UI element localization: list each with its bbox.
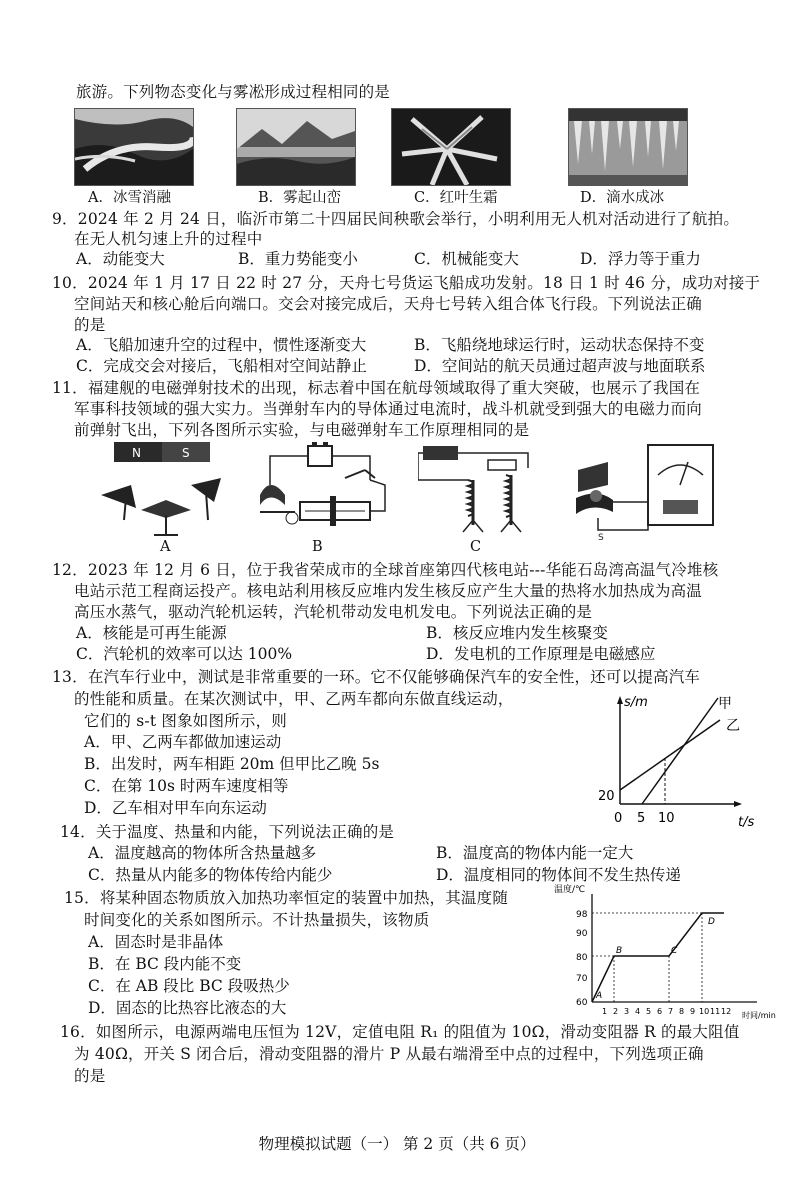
temp-xtick-11: 11 xyxy=(710,1007,721,1016)
temp-point-c: C xyxy=(671,946,678,956)
temp-xlabel: 时间/min xyxy=(742,1011,776,1020)
q9-option-a: A．动能变大 xyxy=(76,250,165,268)
svg-text:S: S xyxy=(598,533,604,540)
q8-option-c: C．红叶生霜 xyxy=(414,190,498,206)
st-xtick-5: 5 xyxy=(637,811,646,826)
q13-line3: 它们的 s-t 图象如图所示，则 xyxy=(84,712,287,730)
q13-option-c: C．在第 10s 时两车速度相等 xyxy=(84,777,289,795)
q12-option-b: B．核反应堆内发生核聚变 xyxy=(426,624,608,642)
q13-option-a: A．甲、乙两车都做加速运动 xyxy=(84,733,282,751)
temp-point-b: B xyxy=(616,946,623,956)
q15-option-c: C．在 AB 段比 BC 段吸热少 xyxy=(88,977,290,995)
st-ytick-20: 20 xyxy=(598,789,615,804)
st-series-yi-line xyxy=(620,720,720,790)
q9-option-c: C．机械能变大 xyxy=(414,250,519,268)
q9-option-b: B．重力势能变小 xyxy=(238,250,358,268)
temp-ylabel: 温度/℃ xyxy=(554,885,586,895)
temp-xtick-8: 8 xyxy=(679,1007,685,1016)
st-xlabel: t/s xyxy=(738,815,755,830)
q13-option-d: D．乙车相对甲车向东运动 xyxy=(84,799,267,817)
q15-option-a: A．固态时是非晶体 xyxy=(88,933,224,951)
q11-figure-b xyxy=(250,440,400,540)
q10-line3: 的是 xyxy=(74,316,106,334)
temp-ytick-70: 70 xyxy=(576,974,588,984)
q15-line1: 15．将某种固态物质放入加热功率恒定的装置中加热，其温度随 xyxy=(64,889,509,907)
q9-line1: 9．2024 年 2 月 24 日，临沂市第二十四届民间秧歌会举行，小明利用无人机对活动进行了航拍。 xyxy=(52,210,740,228)
q11-label-c: C xyxy=(470,539,482,555)
q16-line2: 为 40Ω，开关 S 闭合后，滑动变阻器的滑片 P 从最右端滑至中点的过程中，下列选项正确 xyxy=(74,1045,704,1063)
q14-line1: 14．关于温度、热量和内能，下列说法正确的是 xyxy=(60,823,395,841)
temp-xtick-5: 5 xyxy=(646,1007,652,1016)
q16-line3: 的是 xyxy=(74,1067,106,1085)
temp-point-d: D xyxy=(708,917,715,927)
q10-option-b: B．飞船绕地球运行时，运动状态保持不变 xyxy=(414,336,705,354)
temp-point-a: A xyxy=(596,991,603,1001)
q10-option-c: C．完成交会对接后，飞船相对空间站静止 xyxy=(76,357,367,375)
q15-option-b: B．在 BC 段内能不变 xyxy=(88,955,242,973)
temp-xtick-9: 9 xyxy=(690,1007,696,1016)
temp-xtick-1: 1 xyxy=(602,1007,608,1016)
q12-line2: 电站示范工程商运投产。核电站利用核反应堆内发生核反应产生大量的热将水加热成为高温 xyxy=(74,582,703,600)
icicle-image xyxy=(568,108,688,186)
q13-line2: 的性能和质量。在某次测试中，甲、乙两车都向东做直线运动， xyxy=(74,690,514,708)
q15-line2: 时间变化的关系如图所示。不计热量损失，该物质 xyxy=(84,911,430,929)
temp-ytick-80: 80 xyxy=(576,953,588,963)
q8-option-b: B．雾起山峦 xyxy=(258,190,342,206)
q11-figure-d xyxy=(568,440,718,540)
q11-line1: 11．福建舰的电磁弹射技术的出现，标志着中国在航母领域取得了重大突破，也展示了我国在 xyxy=(52,379,701,397)
q10-line2: 空间站天和核心舱后向端口。交会对接完成后，天舟七号转入组合体飞行段。下列说法正确 xyxy=(74,295,703,313)
st-x-arrow xyxy=(734,801,742,807)
temp-ytick-60: 60 xyxy=(576,998,588,1008)
q14-option-a: A．温度越高的物体所含热量越多 xyxy=(88,844,317,862)
magnet-s-label: S xyxy=(182,446,190,460)
q10-option-a: A．飞船加速升空的过程中，惯性逐渐变大 xyxy=(76,336,367,354)
q11-label-a: A xyxy=(160,539,171,555)
snow-melt-image xyxy=(74,108,194,186)
q12-option-a: A．核能是可再生能源 xyxy=(76,624,227,642)
magnet-n-label: N xyxy=(132,446,141,460)
st-ylabel: s/m xyxy=(624,695,648,710)
q11-label-b: B xyxy=(312,539,323,555)
q10-line1: 10．2024 年 1 月 17 日 22 时 27 分，天舟七号货运飞船成功发射。18 日 1 时 46 分，成功对接于 xyxy=(52,274,761,292)
q15-temp-chart xyxy=(552,880,782,1020)
temp-xtick-2: 2 xyxy=(613,1007,619,1016)
fog-mountain-image xyxy=(236,108,356,186)
temp-ytick-98: 98 xyxy=(576,910,588,920)
temp-xtick-4: 4 xyxy=(635,1007,641,1016)
q11-line3: 前弹射飞出，下列各图所示实验，与电磁弹射车工作原理相同的是 xyxy=(74,421,530,439)
temp-curve xyxy=(592,913,724,1002)
q15-option-d: D．固态的比热容比液态的大 xyxy=(88,999,287,1017)
q8-option-a: A．冰雪消融 xyxy=(88,190,171,206)
st-series-jia-label: 甲 xyxy=(718,696,732,712)
st-series-jia-line xyxy=(642,698,718,804)
q14-option-d: D．温度相同的物体间不发生热传递 xyxy=(436,866,681,884)
q12-option-d: D．发电机的工作原理是电磁感应 xyxy=(426,645,656,663)
temp-xtick-6: 6 xyxy=(657,1007,663,1016)
st-y-arrow xyxy=(617,696,623,704)
q10-option-d: D．空间站的航天员通过超声波与地面联系 xyxy=(414,357,706,375)
temp-xtick-3: 3 xyxy=(624,1007,630,1016)
st-xtick-0: 0 xyxy=(614,811,623,826)
q12-option-c: C．汽轮机的效率可以达 100% xyxy=(76,645,293,663)
q12-line1: 12．2023 年 12 月 6 日，位于我省荣成市的全球首座第四代核电站---华能石岛湾高温气冷堆核 xyxy=(52,561,719,579)
page-footer: 物理模拟试题（一） 第 2 页（共 6 页） xyxy=(258,1135,536,1153)
temp-ytick-90: 90 xyxy=(576,929,588,939)
st-xtick-10: 10 xyxy=(658,811,675,826)
q13-st-chart xyxy=(590,686,770,830)
q12-line3: 高压水蒸气，驱动汽轮机运转，汽轮机带动发电机发电。下列说法正确的是 xyxy=(74,603,593,621)
q8-stem: 旅游。下列物态变化与雾凇形成过程相同的是 xyxy=(76,83,391,101)
q14-option-b: B．温度高的物体内能一定大 xyxy=(436,844,634,862)
q13-line1: 13．在汽车行业中，测试是非常重要的一环。它不仅能够确保汽车的安全性，还可以提高汽车 xyxy=(52,668,701,686)
temp-xtick-10: 10 xyxy=(699,1007,710,1016)
q13-option-b: B．出发时，两车相距 20m 但甲比乙晚 5s xyxy=(84,755,380,773)
temp-xtick-12: 12 xyxy=(721,1007,732,1016)
st-series-yi-label: 乙 xyxy=(726,718,740,734)
q16-line1: 16．如图所示，电源两端电压恒为 12V，定值电阻 R₁ 的阻值为 10Ω，滑动变阻器 R 的最大阻值 xyxy=(60,1023,740,1041)
q11-figure-a xyxy=(96,440,236,550)
q11-figure-c xyxy=(418,440,538,540)
temp-xtick-7: 7 xyxy=(668,1007,674,1016)
q9-line2: 在无人机匀速上升的过程中 xyxy=(74,230,263,248)
q11-line2: 军事科技领域的强大实力。当弹射车内的导体通过电流时，战斗机就受到强大的电磁力而向 xyxy=(74,400,703,418)
q9-option-d: D．浮力等于重力 xyxy=(580,250,701,268)
frost-leaf-image xyxy=(391,108,511,186)
q14-option-c: C．热量从内能多的物体传给内能少 xyxy=(88,866,333,884)
q8-option-d: D．滴水成冰 xyxy=(580,190,665,206)
